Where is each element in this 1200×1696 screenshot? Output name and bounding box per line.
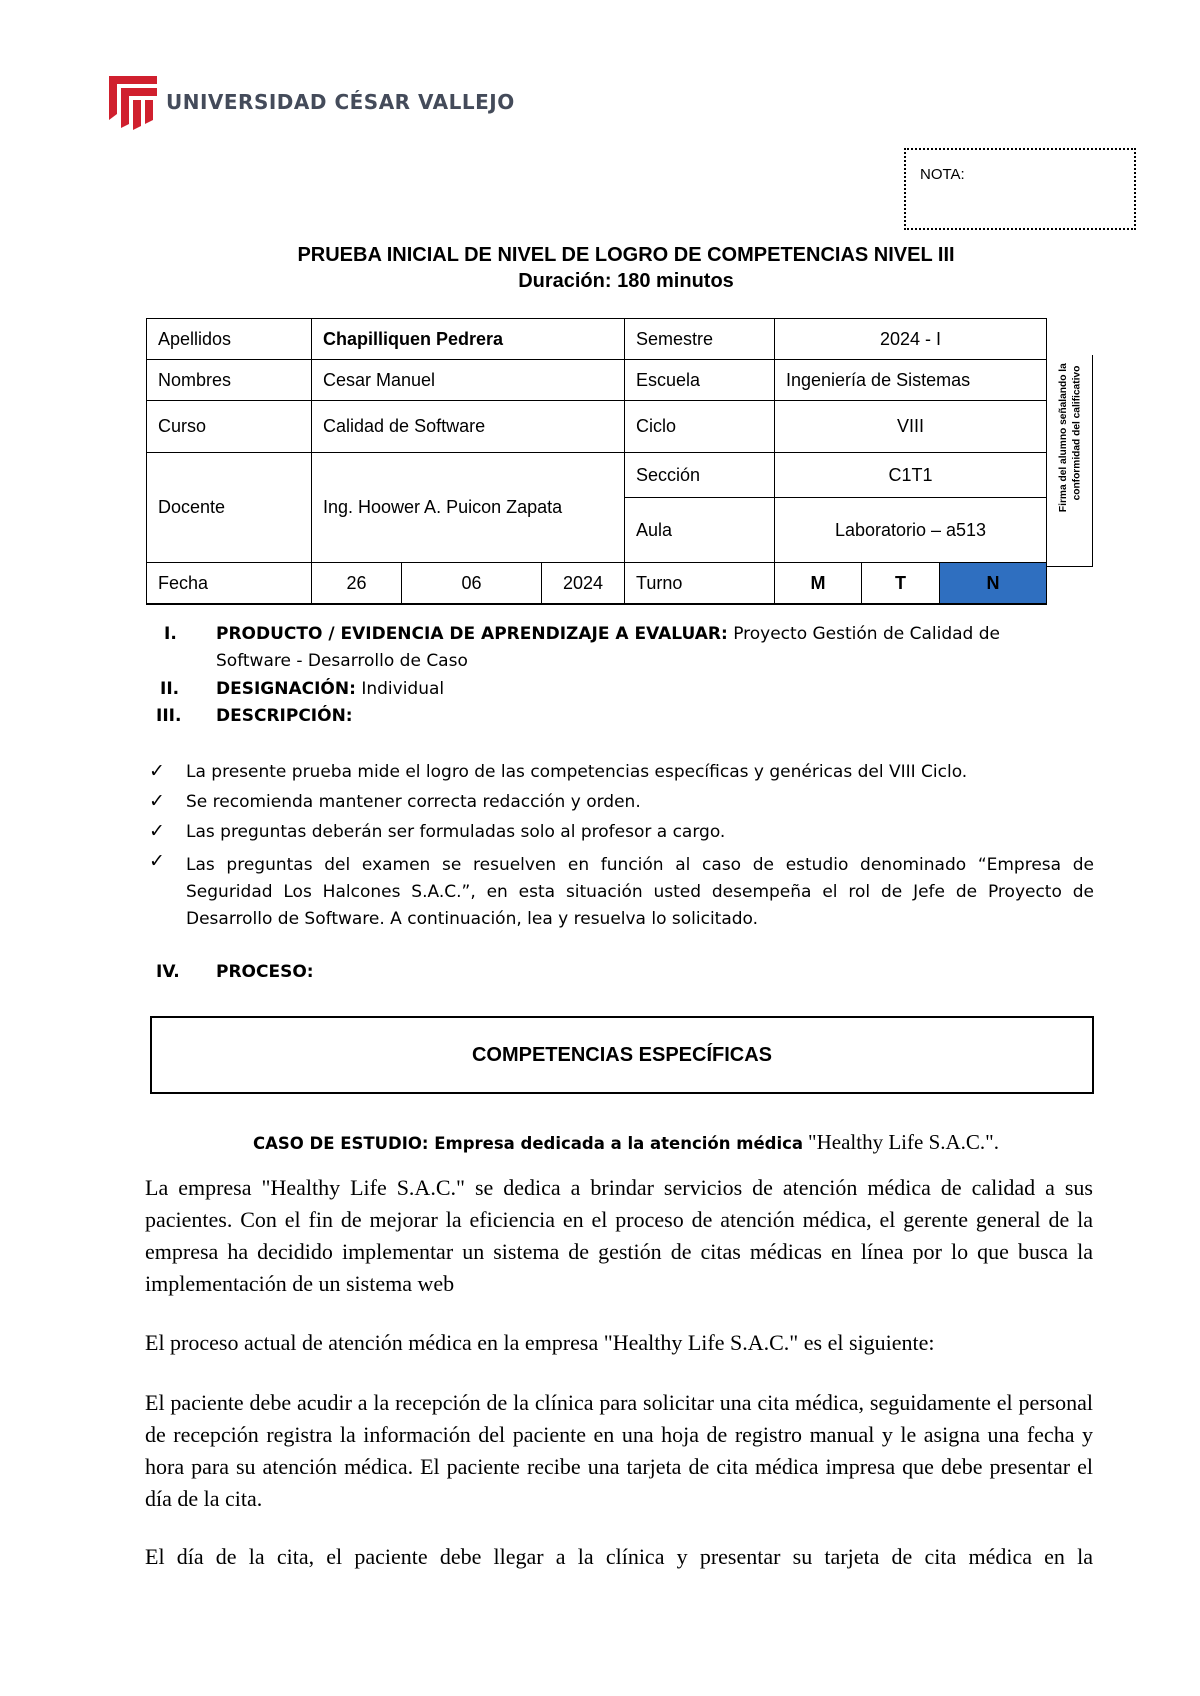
section-1-value: Proyecto Gestión de Calidad de — [733, 624, 1000, 644]
ciclo-value: VIII — [775, 401, 1047, 453]
fecha-mes: 06 — [402, 563, 542, 605]
turno-t: T — [862, 563, 940, 605]
docente-label: Docente — [147, 453, 312, 563]
ciclo-label: Ciclo — [625, 401, 775, 453]
section-1-label: PRODUCTO / EVIDENCIA DE APRENDIZAJE A EVALUAR: — [216, 624, 728, 644]
check-icon: ✓ — [149, 850, 165, 872]
case-paragraph-3: El paciente debe acudir a la recepción de la clínica para solicitar una cita médica, seguidamente el personal de recepción registra la información del paciente en una hoja de registro manual y le asigna una fecha y hora para su atención médica. El paciente recibe una tarjeta de cita médica impresa que debe presentar el día de la cita. — [145, 1390, 1093, 1511]
curso-label: Curso — [147, 401, 312, 453]
fecha-anio: 2024 — [542, 563, 625, 605]
exam-duration: Duración: 180 minutos — [518, 270, 734, 292]
apellidos-label: Apellidos — [147, 319, 312, 360]
section-1-value-cont: Software - Desarrollo de Caso — [216, 651, 468, 671]
section-4-label: PROCESO: — [216, 962, 314, 982]
section-2-number: II. — [160, 679, 180, 699]
university-logo-icon — [107, 74, 159, 130]
semestre-label: Semestre — [625, 319, 775, 360]
seccion-value: C1T1 — [775, 453, 1047, 498]
section-4-number: IV. — [156, 962, 180, 982]
section-3-number: III. — [156, 706, 182, 726]
signature-caption — [1048, 345, 1090, 515]
university-name: UNIVERSIDAD CÉSAR VALLEJO — [166, 90, 515, 114]
check-icon: ✓ — [149, 820, 165, 842]
aula-label: Aula — [625, 498, 775, 563]
apellidos-value: Chapilliquen Pedrera — [312, 319, 625, 360]
bullet-3: Las preguntas deberán ser formuladas solo al profesor a cargo. — [186, 822, 726, 842]
fecha-dia: 26 — [312, 563, 402, 605]
check-icon: ✓ — [149, 790, 165, 812]
case-paragraph-1: La empresa "Healthy Life S.A.C." se dedica a brindar servicios de atención médica de calidad a sus pacientes. Con el fin de mejorar la eficiencia en el proceso de atención médica, el gerente general de la empresa ha decidido implementar un sistema de gestión de citas médicas en línea por lo que busca la implementación de un sistema web — [145, 1175, 1093, 1296]
turno-m: M — [775, 563, 862, 605]
grade-box — [904, 148, 1136, 230]
nombres-label: Nombres — [147, 360, 312, 401]
section-2-label: DESIGNACIÓN: — [216, 679, 356, 699]
student-info-table — [146, 318, 1047, 605]
check-icon: ✓ — [149, 760, 165, 782]
bullet-1: La presente prueba mide el logro de las competencias específicas y genéricas del VIII Ciclo. — [186, 762, 968, 782]
nombres-value: Cesar Manuel — [312, 360, 625, 401]
aula-value: Laboratorio – a513 — [775, 498, 1047, 563]
section-2 — [216, 679, 444, 699]
case-paragraph-4: El día de la cita, el paciente debe llegar a la clínica y presentar su tarjeta de cita médica en la — [145, 1544, 1093, 1569]
bullet-2: Se recomienda mantener correcta redacción y orden. — [186, 792, 641, 812]
signature-caption-line1: Firma del alumno señalando la — [1058, 363, 1070, 513]
section-3-label: DESCRIPCIÓN: — [216, 706, 353, 726]
docente-value: Ing. Hoower A. Puicon Zapata — [312, 453, 625, 563]
section-2-value: Individual — [361, 679, 445, 699]
signature-caption-line2: conformidad del calificativo — [1071, 365, 1083, 501]
competencias-heading: COMPETENCIAS ESPECÍFICAS — [471, 1044, 773, 1066]
case-paragraph-2: El proceso actual de atención médica en la empresa "Healthy Life S.A.C." es el siguiente: — [145, 1330, 935, 1355]
case-study-title — [0, 1126, 1200, 1158]
semestre-value: 2024 - I — [775, 319, 1047, 360]
bullet-4: Las preguntas del examen se resuelven en función al caso de estudio denominado “Empresa de Seguridad Los Halcones S.A.C.”, en esta situación usted desempeña el rol de Jefe de Proyecto de Desarrollo de Software. A continuación, lea y resuelva lo solicitado. — [186, 855, 1094, 929]
turno-n-selected: N — [940, 563, 1047, 605]
escuela-label: Escuela — [625, 360, 775, 401]
curso-value: Calidad de Software — [312, 401, 625, 453]
case-study-company: "Healthy Life S.A.C.". — [808, 1130, 999, 1154]
case-study-title-bold: CASO DE ESTUDIO: Empresa dedicada a la atención médica — [252, 1134, 804, 1153]
escuela-value: Ingeniería de Sistemas — [775, 360, 1047, 401]
fecha-label: Fecha — [147, 563, 312, 605]
seccion-label: Sección — [625, 453, 775, 498]
section-1 — [216, 624, 1036, 644]
page-title: PRUEBA INICIAL DE NIVEL DE LOGRO DE COMPETENCIAS NIVEL III — [297, 244, 955, 266]
section-1-number: I. — [164, 624, 177, 644]
grade-label: NOTA: — [920, 166, 965, 183]
turno-label: Turno — [625, 563, 775, 605]
